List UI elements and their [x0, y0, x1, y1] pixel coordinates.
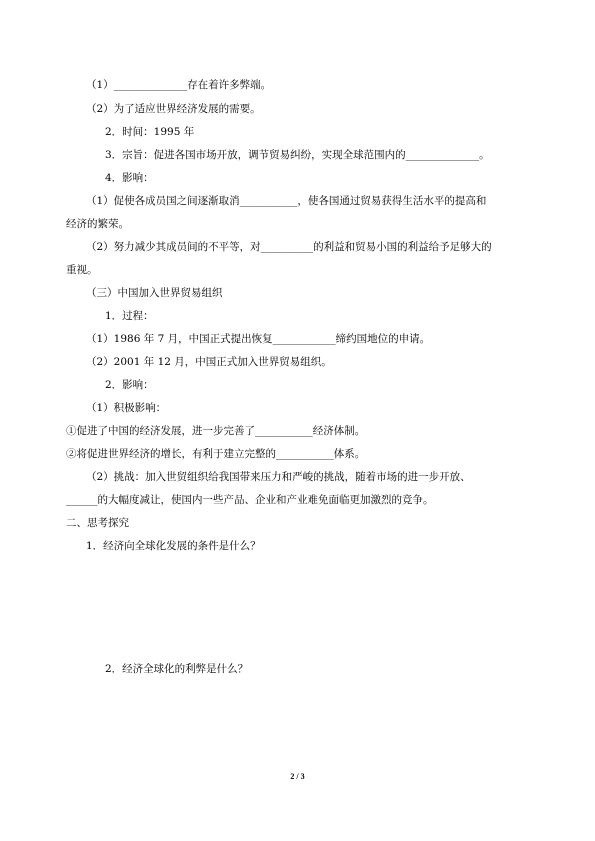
text-line-4: 3．宗旨：促进各国市场开放，调节贸易纠纷，实现全球范围内的______________。 — [105, 149, 490, 161]
section-heading-thinking: 二、思考探究 — [66, 517, 129, 529]
text-line-9: 重视。 — [66, 264, 98, 276]
text-line-3: 2．时间：1995 年 — [105, 126, 195, 138]
text-line-7: 经济的繁荣。 — [66, 218, 129, 230]
text-line-17: ②将促进世界经济的增长，有利于建立完整的___________体系。 — [66, 448, 366, 460]
question-1: 1．经济向全球化发展的条件是什么？ — [86, 540, 261, 552]
text-line-16: ①促进了中国的经济发展，进一步完善了___________经济体制。 — [66, 425, 366, 437]
text-line-6: （1）促使各成员国之间逐渐取消___________，使各国通过贸易获得生活水平的提高和 — [86, 195, 487, 207]
text-line-8: （2）努力减少其成员间的不平等，对__________的利益和贸易小国的利益给予足够大的 — [86, 241, 492, 253]
text-line-18: （2）挑战：加入世贸组织给我国带来压力和严峻的挑战，随着市场的进一步开放、 — [86, 471, 471, 483]
text-line-13: （2）2001 年 12 月，中国正式加入世界贸易组织。 — [86, 356, 332, 368]
text-line-15: （1）积极影响： — [86, 402, 167, 414]
text-line-19: ______的大幅度减让，使国内一些产品、企业和产业难免面临更加激烈的竞争。 — [66, 494, 434, 506]
text-line-5: 4．影响： — [105, 172, 154, 184]
text-line-2: （2）为了适应世界经济发展的需要。 — [86, 103, 261, 115]
text-line-14: 2．影响： — [105, 379, 154, 391]
text-line-11: 1．过程： — [105, 310, 154, 322]
question-2: 2．经济全球化的利弊是什么？ — [105, 663, 249, 675]
text-line-1: （1）______________存在着许多弊端。 — [86, 79, 272, 91]
page-number: 2 / 3 — [290, 772, 305, 781]
section-heading-china-wto: （三）中国加入世界贸易组织 — [86, 287, 223, 299]
text-line-12: （1）1986 年 7 月，中国正式提出恢复____________缔约国地位的申请。 — [86, 333, 431, 345]
